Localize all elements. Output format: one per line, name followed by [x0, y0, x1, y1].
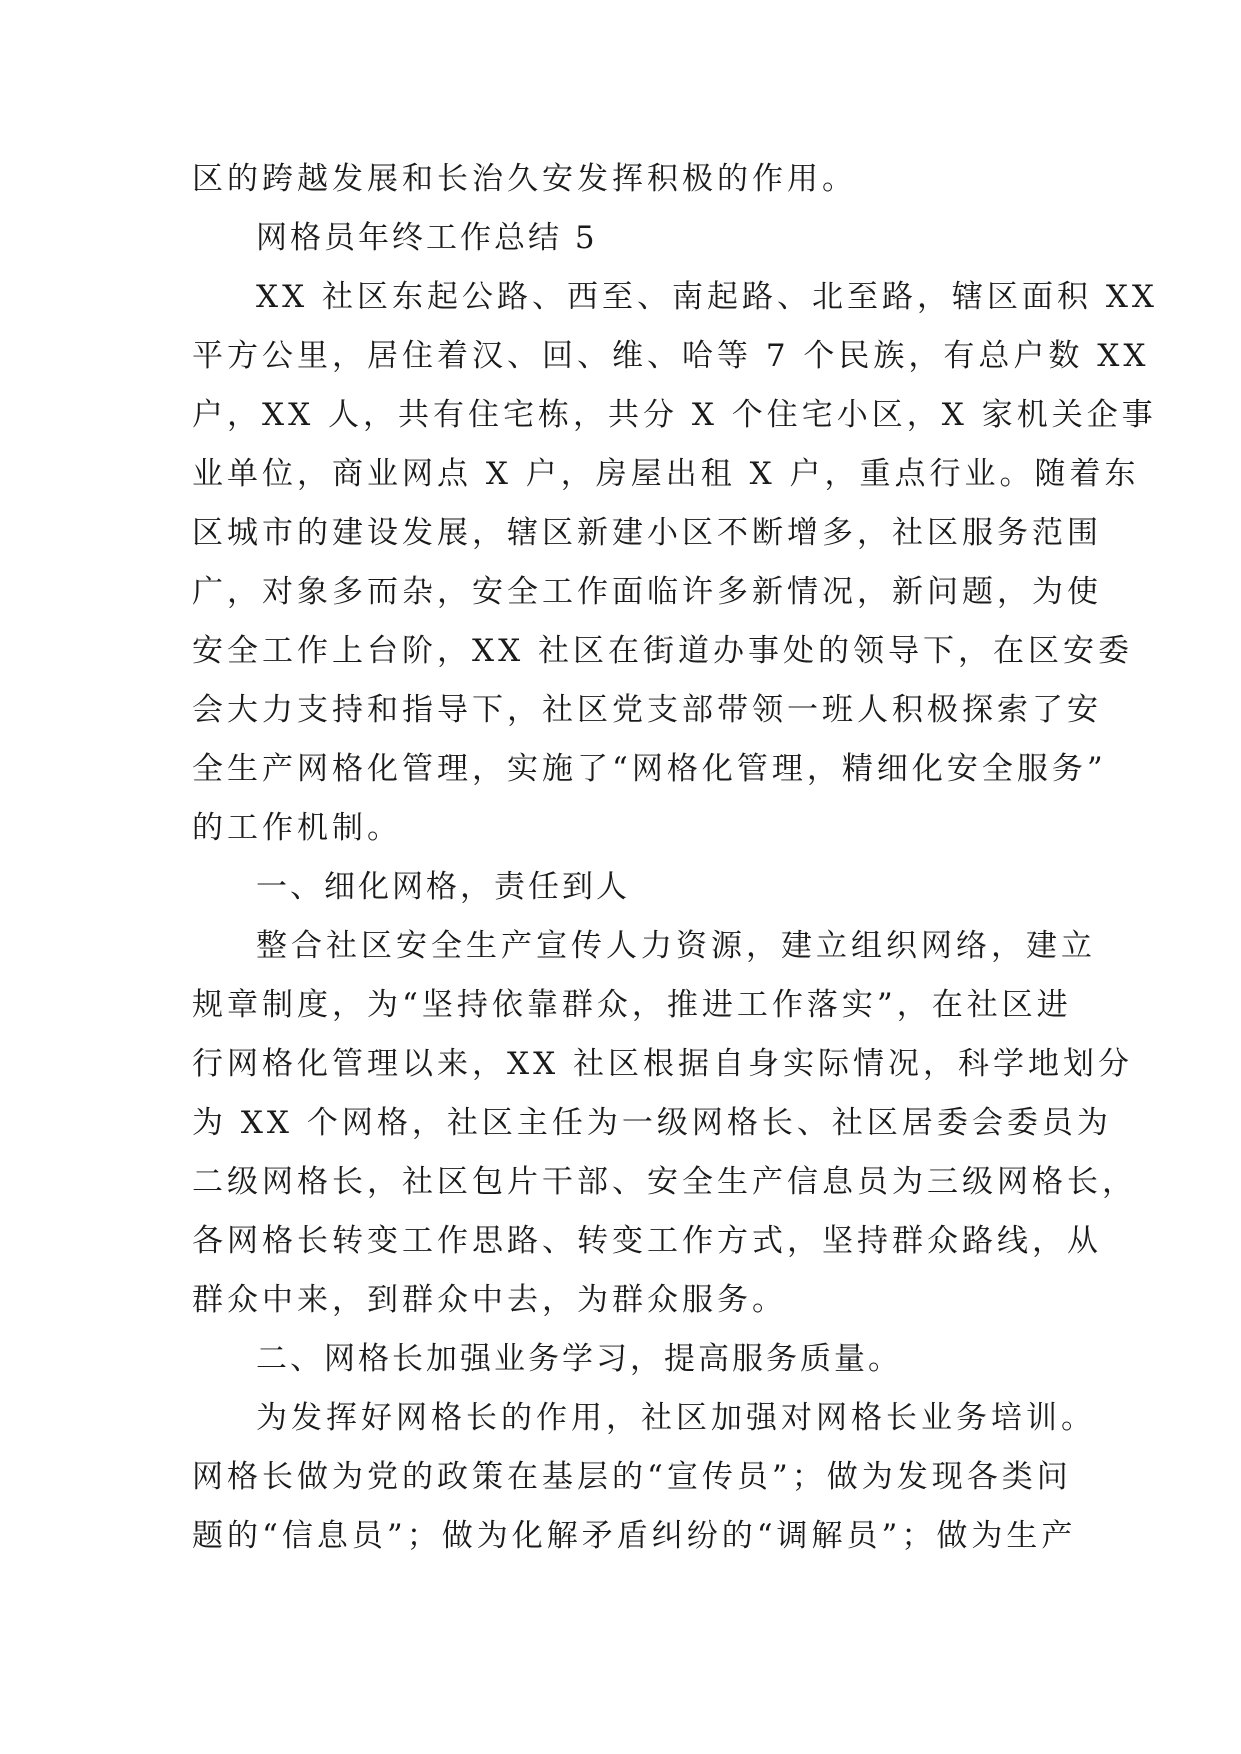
- text-line: 业单位，商业网点 X 户，房屋出租 X 户，重点行业。随着东: [192, 456, 1140, 492]
- section-heading-2: 二、网格长加强业务学习，提高服务质量。: [256, 1341, 902, 1377]
- document-body: [192, 150, 1158, 1566]
- text-line: 会大力支持和指导下，社区党支部带领一班人积极探索了安: [192, 692, 1102, 728]
- paragraph-start: 整合社区安全生产宣传人力资源，建立组织网络，建立: [256, 928, 1096, 964]
- text-line: 安全工作上台阶，XX 社区在街道办事处的领导下，在区安委: [192, 633, 1133, 669]
- text-line: 题的“信息员”；做为化解矛盾纠纷的“调解员”；做为生产: [192, 1518, 1077, 1554]
- text-line: 群众中来，到群众中去，为群众服务。: [192, 1282, 787, 1318]
- text-line: 的工作机制。: [192, 810, 402, 846]
- paragraph-start: 为发挥好网格长的作用，社区加强对网格长业务培训。: [256, 1400, 1096, 1436]
- text-line: 规章制度，为“坚持依靠群众，推进工作落实”，在社区进: [192, 987, 1072, 1023]
- text-line: 广，对象多而杂，安全工作面临许多新情况，新问题，为使: [192, 574, 1102, 610]
- text-line: 区的跨越发展和长治久安发挥积极的作用。: [192, 161, 857, 197]
- text-line: 平方公里，居住着汉、回、维、哈等 7 个民族，有总户数 XX: [192, 338, 1150, 374]
- text-line: 为 XX 个网格，社区主任为一级网格长、社区居委会委员为: [192, 1105, 1112, 1141]
- text-line: 全生产网格化管理，实施了“网格化管理，精细化安全服务”: [192, 751, 1107, 787]
- text-line: 网格长做为党的政策在基层的“宣传员”；做为发现各类问: [192, 1459, 1072, 1495]
- section-title: 网格员年终工作总结 5: [256, 220, 598, 256]
- text-line: 二级网格长，社区包片干部、安全生产信息员为三级网格长，: [192, 1164, 1137, 1200]
- paragraph-start: XX 社区东起公路、西至、南起路、北至路，辖区面积 XX: [256, 279, 1158, 315]
- text-line: 区城市的建设发展，辖区新建小区不断增多，社区服务范围: [192, 515, 1102, 551]
- text-line: 各网格长转变工作思路、转变工作方式，坚持群众路线，从: [192, 1223, 1102, 1259]
- section-heading-1: 一、细化网格，责任到人: [256, 869, 630, 905]
- text-line: 行网格化管理以来，XX 社区根据自身实际情况，科学地划分: [192, 1046, 1133, 1082]
- text-line: 户，XX 人，共有住宅栋，共分 X 个住宅小区，X 家机关企事: [192, 397, 1157, 433]
